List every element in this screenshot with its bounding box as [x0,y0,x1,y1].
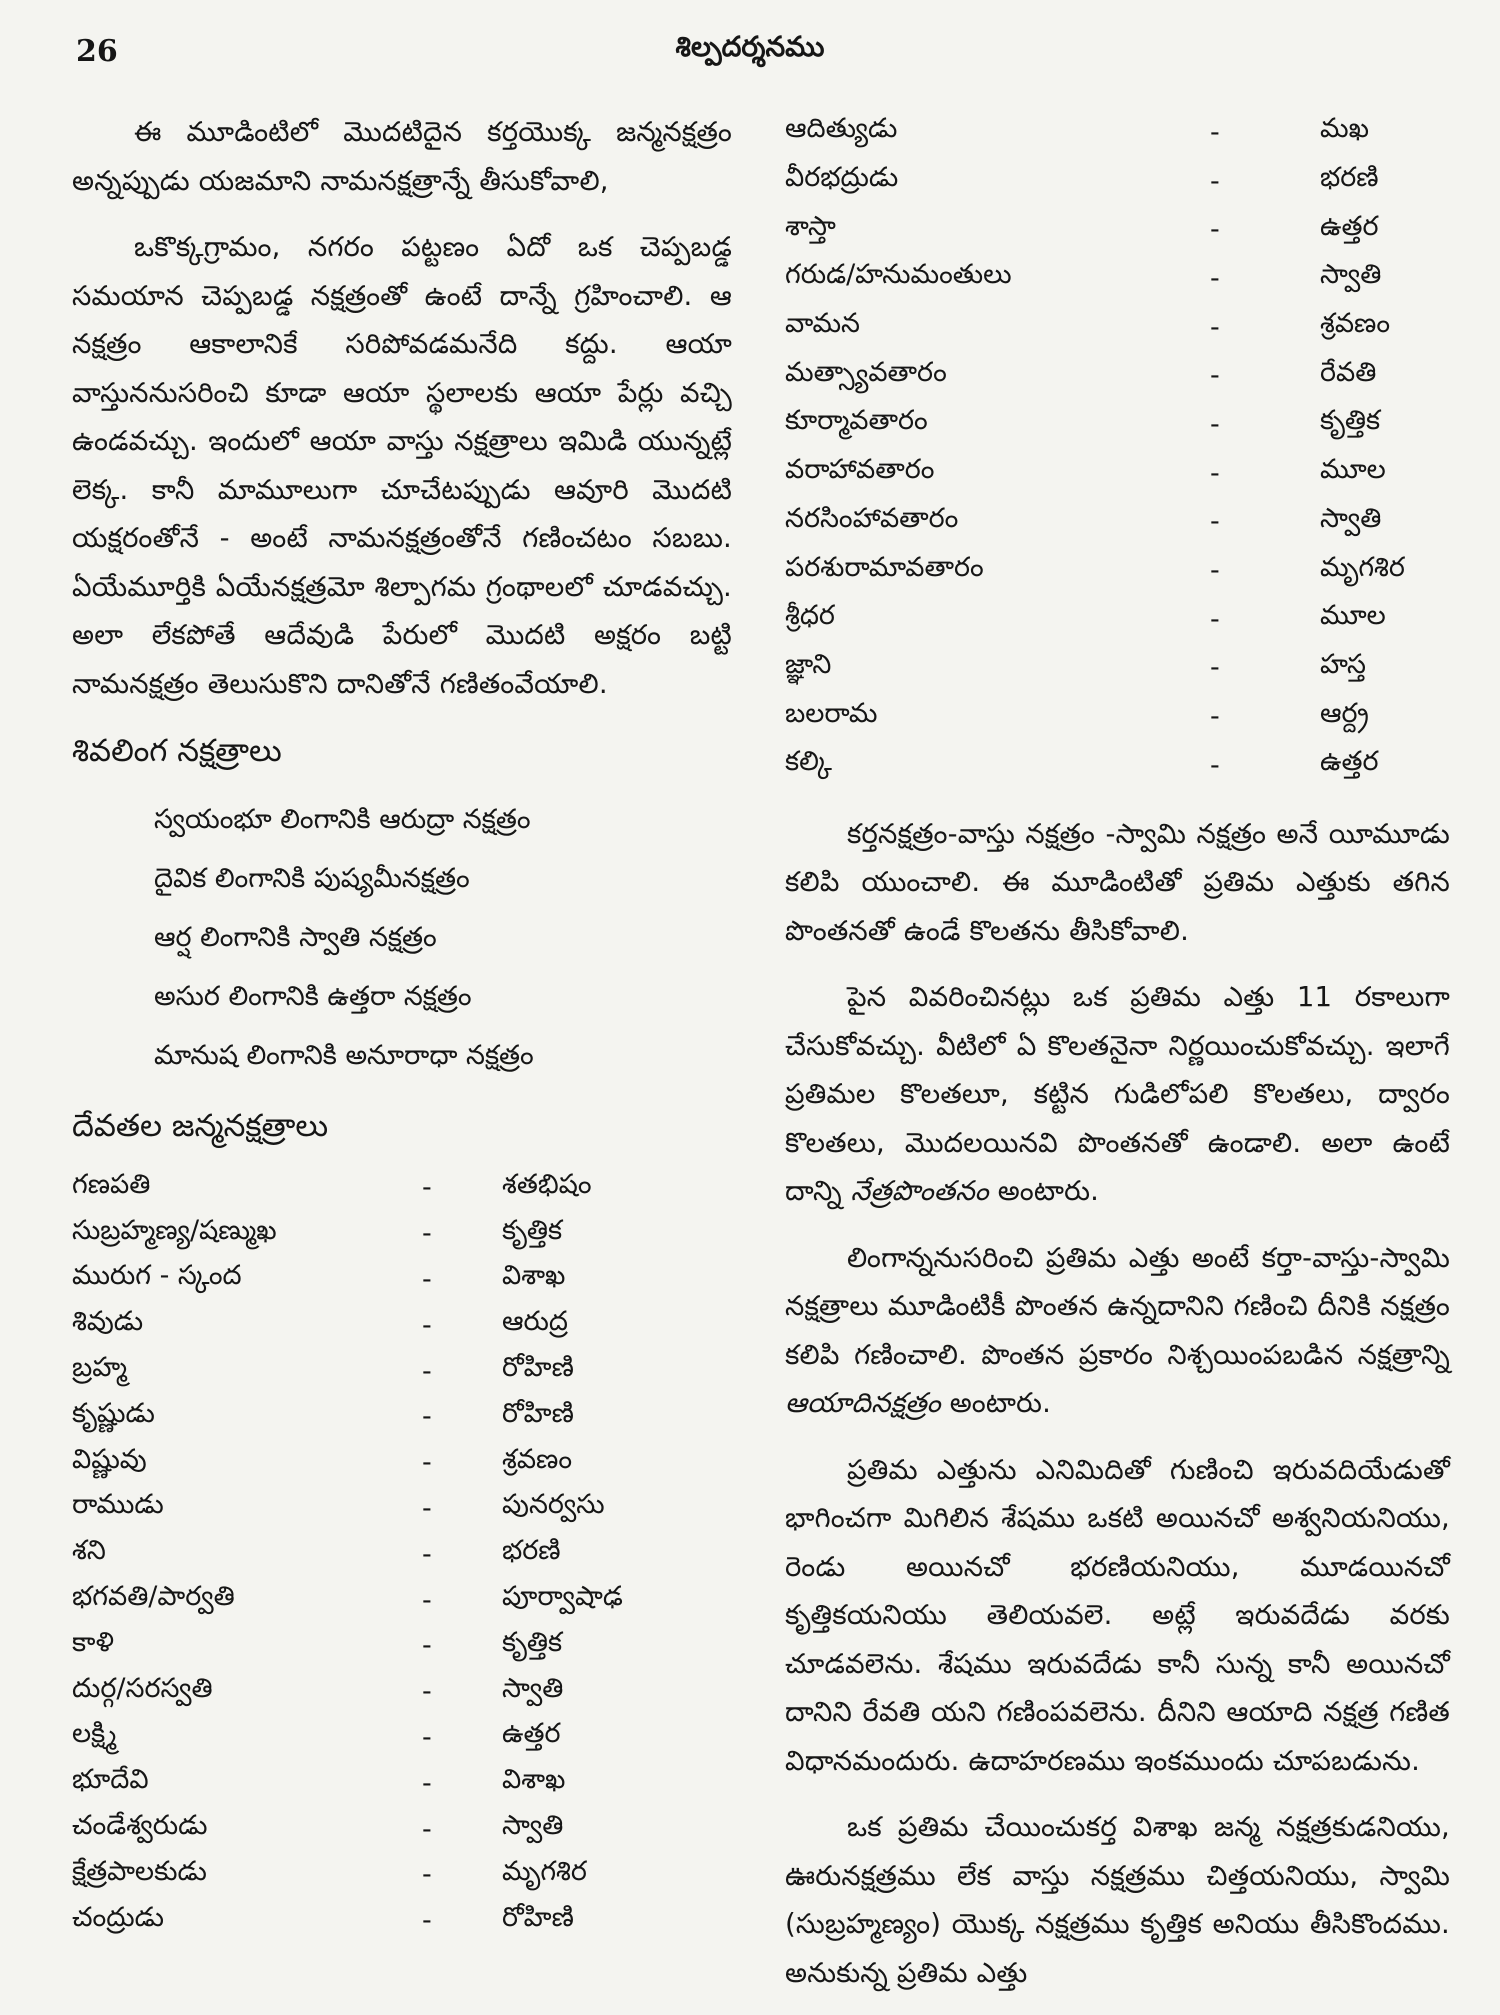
separator-dash: - [1210,262,1220,294]
table-row [785,498,1450,547]
list-item: మానుష లింగానికి అనూరాధా నక్షత్రం [154,1040,534,1071]
nakshatra-name: రోహిణి [502,1352,574,1384]
nakshatra-name: కృత్తిక [502,1214,563,1246]
separator-dash: - [1210,360,1220,392]
separator-dash: - [422,1355,432,1387]
nakshatra-name: రోహిణి [502,1397,574,1429]
deity-name: శాస్తా [785,210,836,242]
separator-dash: - [1210,457,1220,489]
deity-name: కూర్మావతారం [785,405,928,437]
nakshatra-name: మృగశిర [1320,551,1405,583]
paragraph-example: ఒక ప్రతిమ చేయించుకర్త విశాఖ జన్మ నక్షత్రకుడనియు, ఊరునక్షత్రము లేక వాస్తు నక్షత్రము చిత్తయనియు, స్వామి (సుబ్రహ్మణ్యం) యొక్క నక్షత్రము కృత్తిక అనియు తీసికొందము. అనుకున్న ప్రతిమ ఎత్తు [785,1811,1450,1989]
nakshatra-name: ఉత్తర [1320,210,1379,242]
separator-dash: - [1210,555,1220,587]
table-row [72,1165,732,1211]
table-row [72,1531,732,1577]
nakshatra-name: విశాఖ [502,1260,566,1292]
nakshatra-name: ఉత్తర [502,1718,561,1750]
list-item: స్వయంభూ లింగానికి ఆరుద్రా నక్షత్రం [154,804,531,835]
table-row [72,1257,732,1303]
table-row [785,595,1450,644]
list-item: దైవిక లింగానికి పుష్యమీనక్షత్రం [154,863,470,894]
paragraph-text: పైన వివరించినట్లు ఒక ప్రతిమ ఎత్తు 11 రకాలుగా చేసుకోవచ్చు. వీటిలో ఏ కొలతనైనా నిర్ణయించుకోవచ్చు. ఇలాగే ప్రతిమల కొలతలూ, కట్టిన గుడిలోపలి కొలతలు, ద్వారం కొలతలు, మొదలయినవి పొంతనతో ఉండాలి. అలా ఉంటే దాన్ని [785,981,1450,1208]
running-head-title: శిల్పదర్శనము [675,30,825,63]
paragraph-netra-ponthanam [785,973,1450,1216]
separator-dash: - [1210,116,1220,148]
deity-name: భూదేవి [72,1764,149,1796]
table-row [785,303,1450,352]
deity-name: భగవతి/పార్వతి [72,1581,235,1613]
paragraph-text: అంటారు. [997,1175,1100,1208]
nakshatra-name: శ్రవణం [1320,308,1391,340]
table-row [72,1348,732,1394]
nakshatra-name: శ్రవణం [502,1443,573,1475]
table-row [785,644,1450,693]
nakshatra-name: రేవతి [1320,356,1377,388]
nakshatra-name: మృగశిర [502,1855,587,1887]
deity-name: మురుగ - స్కంద [72,1260,242,1292]
deity-name: బ్రహ్మ [72,1352,127,1384]
list-item: అసుర లింగానికి ఉత్తరా నక్షత్రం [154,981,472,1012]
nakshatra-name: హస్త [1320,648,1367,680]
nakshatra-name: మఖ [1320,113,1369,145]
shivalinga-list [154,790,732,1085]
nakshatra-name: పునర్వసు [502,1489,605,1521]
separator-dash: - [422,1767,432,1799]
nakshatra-name: స్వాతి [502,1672,564,1704]
table-row [72,1669,732,1715]
paragraph-karta-nakshatra: ఈ మూడింటిలో మొదటిదైన కర్తయొక్క జన్మనక్షత్రం అన్నప్పుడు యజమాని నామనక్షత్రాన్నే తీసుకోవాలి, [72,116,732,197]
deity-name: నరసింహావతారం [785,502,959,534]
separator-dash: - [422,1859,432,1891]
separator-dash: - [1210,506,1220,538]
nakshatra-name: భరణి [502,1535,561,1567]
deity-name: రాముడు [72,1489,164,1521]
deity-name: శ్రీధర [785,600,835,632]
table-row [785,108,1450,157]
table-row [72,1623,732,1669]
deity-name: వీరభద్రుడు [785,162,899,194]
term-netra-ponthanam: నేత్రపొంతనం [850,1175,989,1208]
paragraph-ayadi-nakshatra [785,1234,1450,1428]
nakshatra-name: స్వాతి [1320,502,1382,534]
shivalinga-heading: శివలింగ నక్షత్రాలు [72,733,282,769]
deity-name: కల్కి [785,746,832,778]
list-item: ఆర్ష లింగానికి స్వాతి నక్షత్రం [154,922,437,953]
table-row [785,546,1450,595]
paragraph-text: లింగాన్ననుసరించి ప్రతిమ ఎత్తు అంటే కర్తా-వాస్తు-స్వామి నక్షత్రాలు మూడింటికీ పొంతన ఉన్నదానిని గణించి దీనికి నక్షత్రం కలిపి గణించాలి. పొంతన ప్రకారం నిశ్చయింపబడిన నక్షత్రాన్ని [785,1241,1450,1371]
table-row [72,1302,732,1348]
separator-dash: - [422,1721,432,1753]
nakshatra-name: కృత్తిక [502,1626,563,1658]
table-row [72,1898,732,1944]
deity-name: వరాహావతారం [785,454,935,486]
table-row [72,1806,732,1852]
deity-name: లక్ష్మి [72,1718,117,1750]
nakshatra-name: ఆరుద్ర [502,1306,568,1338]
nakshatra-name: భరణి [1320,162,1379,194]
paragraph-three-nakshatras: కర్తనక్షత్రం-వాస్తు నక్షత్రం -స్వామి నక్షత్రం అనే యీమూడు కలిపి యుంచాలి. ఈ మూడింటితో ప్రతిమ ఎత్తుకు తగిన పొంతనతో ఉండే కొలతను తీసికోవాలి. [785,817,1450,947]
separator-dash: - [422,1401,432,1433]
nakshatra-name: కృత్తిక [1320,405,1381,437]
table-row [72,1760,732,1806]
paragraph-calculation-method: ప్రతిమ ఎత్తును ఎనిమిదితో గుణించి ఇరువదియేడుతో భాగించగా మిగిలిన శేషము ఒకటి అయినచో అశ్వనియనియు, రెండు అయినచో భరణియనియు, మూడయినచో కృత్తికయనియు తెలియవలె. అట్లే ఇరువదేడు వరకు చూడవలెను. శేషము ఇరువదేడు కానీ సున్న కానీ అయినచో దానిని రేవతి యని గణింపవలెను. దీనిని ఆయాది నక్షత్ర గణిత విధానమందురు. ఉదాహరణము ఇంకముందు చూపబడును. [785,1453,1450,1777]
deity-name: పరశురామావతారం [785,551,984,583]
separator-dash: - [422,1172,432,1204]
deity-name: సుబ్రహ్మణ్య/షణ్ముఖ [72,1214,277,1246]
separator-dash: - [1210,701,1220,733]
table-row [72,1440,732,1486]
deity-name: చండేశ్వరుడు [72,1810,208,1842]
deity-name: క్షేత్రపాలకుడు [72,1855,207,1887]
nakshatra-name: మూల [1320,600,1386,632]
nakshatra-name: ఆర్ద్ర [1320,697,1369,729]
separator-dash: - [1210,408,1220,440]
separator-dash: - [422,1630,432,1662]
deity-name: మత్స్యావతారం [785,356,947,388]
separator-dash: - [1210,749,1220,781]
nakshatra-name: శతభిషం [502,1168,592,1200]
deity-name: శని [72,1535,106,1567]
left-column [72,108,732,1944]
paragraph-text: అంటారు. [949,1387,1052,1420]
table-row [72,1852,732,1898]
separator-dash: - [422,1309,432,1341]
table-row [72,1394,732,1440]
deity-name: దుర్గ/సరస్వతి [72,1672,213,1704]
separator-dash: - [1210,603,1220,635]
table-row [785,205,1450,254]
term-ayadi-nakshatra: ఆయాదినక్షత్రం [785,1387,941,1420]
table-row [785,692,1450,741]
page-number: 26 [76,34,118,69]
nakshatra-name: విశాఖ [502,1764,566,1796]
deity-name: జ్ఞాని [785,648,832,680]
deity-name: చంద్రుడు [72,1901,164,1933]
separator-dash: - [1210,214,1220,246]
nakshatra-name: స్వాతి [502,1810,564,1842]
right-column [785,108,1450,2015]
separator-dash: - [422,1263,432,1295]
separator-dash: - [422,1813,432,1845]
separator-dash: - [1210,652,1220,684]
separator-dash: - [422,1584,432,1616]
deity-name: బలరామ [785,697,878,729]
nakshatra-name: స్వాతి [1320,259,1382,291]
table-row [72,1486,732,1532]
nakshatra-name: మూల [1320,454,1386,486]
separator-dash: - [422,1447,432,1479]
separator-dash: - [422,1218,432,1250]
nakshatra-name: రోహిణి [502,1901,574,1933]
nakshatra-name: పూర్వాషాఢ [502,1581,623,1613]
table-row [785,400,1450,449]
deity-nakshatra-heading: దేవతల జన్మనక్షత్రాలు [72,1108,329,1144]
deity-name: గణపతి [72,1168,151,1200]
deity-name: శివుడు [72,1306,144,1338]
separator-dash: - [422,1492,432,1524]
deity-name: కృష్ణుడు [72,1397,155,1429]
table-row [785,449,1450,498]
deity-nakshatra-table [72,1165,732,1944]
deity-name: విష్ణువు [72,1443,147,1475]
table-row [785,351,1450,400]
nakshatra-name: ఉత్తర [1320,746,1379,778]
table-row [72,1211,732,1257]
separator-dash: - [422,1905,432,1937]
avatar-nakshatra-table [785,108,1450,790]
table-row [785,254,1450,303]
table-row [785,157,1450,206]
paragraph-village-nakshatra: ఒకొక్కగ్రామం, నగరం పట్టణం ఏదో ఒక చెప్పబడ్డ సమయాన చెప్పబడ్డ నక్షత్రంతో ఉంటే దాన్నే గ్రహించాలి. ఆ నక్షత్రం ఆకాలానికే సరిపోవడమనేది కద్దు. ఆయా వాస్తుననుసరించి కూడా ఆయా స్థలాలకు ఆయా పేర్లు వచ్చి ఉండవచ్చు. ఇందులో ఆయా వాస్తు నక్షత్రాలు ఇమిడి యున్నట్లే లెక్క. కానీ మామూలుగా చూచేటప్పుడు ఆవూరి మొదటి యక్షరంతోనే - అంటే నామనక్షత్రంతోనే గణించటం సబబు. ఏయేమూర్తికి ఏయేనక్షత్రమో శిల్పాగమ గ్రంథాలలో చూడవచ్చు. అలా లేకపోతే ఆదేవుడి పేరులో మొదటి అక్షరం బట్టి నామనక్షత్రం తెలుసుకొని దానితోనే గణితంవేయాలి. [72,231,732,700]
table-row [72,1577,732,1623]
separator-dash: - [1210,165,1220,197]
deity-name: వామన [785,308,860,340]
separator-dash: - [1210,311,1220,343]
deity-name: గరుడ/హనుమంతులు [785,259,1012,291]
separator-dash: - [422,1538,432,1570]
table-row [72,1715,732,1761]
deity-name: ఆదిత్యుడు [785,113,898,145]
separator-dash: - [422,1676,432,1708]
deity-name: కాళి [72,1626,114,1658]
table-row [785,741,1450,790]
